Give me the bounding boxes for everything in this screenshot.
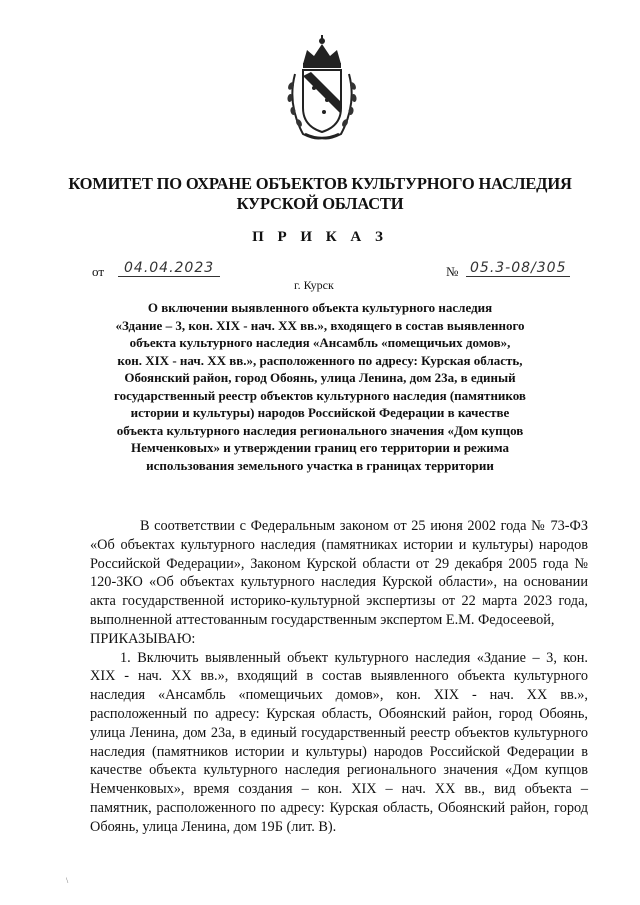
title-line: «Здание – 3, кон. XIX - нач. XX вв.», входящего в состав выявленного	[115, 317, 525, 333]
title-line: О включении выявленного объекта культурного наследия	[147, 300, 493, 315]
date-label: от	[92, 264, 105, 279]
issuer-name	[40, 174, 600, 214]
document-type: П Р И К А З	[252, 229, 388, 245]
document-title	[90, 299, 550, 474]
title-line: истории и культуры) народов Российской Федерации в качестве	[130, 405, 510, 420]
title-line: кон. XIX - нач. XX вв.», расположенного по адресу: Курская область,	[117, 352, 523, 368]
title-line: Немченковых» и утверждении границ его территории и режима	[130, 440, 510, 455]
document-body	[90, 517, 588, 837]
coat-of-arms-icon	[281, 34, 363, 144]
order-item-1: 1. Включить выявленный объект культурного наследия «Здание – 3, кон. XIX - нач. XX вв.», входящий в состав выявленного объекта культурного наследия «Ансамбль «помещичьих домов», кон. XIX - нач. XX вв.», расположенный по адресу: Курская область, Обоянский район, город Обоянь, улица Ленина, дом 23а, в единый государственный реестр объектов культурного наследия (памятников истории и культуры) народов Российской Федерации в качестве объекта культурного наследия регионального значения «Дом купцов Немченковых», время создания – кон. XIX – нач. XX вв., вид объекта – памятник, расположенного по адресу: Курская область, Обоянский район, город Обоянь, улица Ленина, дом 19Б (лит. В).	[90, 649, 588, 835]
title-line: использования земельного участка в границах территории	[146, 457, 494, 473]
title-line: Обоянский район, город Обоянь, улица Ленина, дом 23а, в единый	[124, 370, 516, 385]
order-word: ПРИКАЗЫВАЮ:	[90, 630, 196, 647]
title-line: государственный реестр объектов культурного наследия (памятников	[114, 387, 526, 403]
date-value: 04.04.2023	[118, 260, 220, 277]
title-line: объекта культурного наследия регионального значения «Дом купцов	[116, 422, 524, 438]
number-value: 05.3-08/305	[466, 260, 570, 277]
issuer-line-2: КУРСКОЙ ОБЛАСТИ	[236, 194, 404, 213]
margin-mark: \	[66, 876, 69, 885]
number-label: №	[446, 264, 459, 279]
preamble-paragraph: В соответствии с Федеральным законом от 25 июня 2002 года № 73-ФЗ «Об объектах культурного наследия (памятниках истории и культуры) народов Российской Федерации», Законом Курской области от 29 декабря 2005 года № 120-ЗКО «Об объектах культурного наследия Курской области», на основании акта государственной историко-культурной экспертизы от 22 марта 2023 года, выполненной аттестованным государственным экспертом Е.М. Федосеевой,	[90, 518, 588, 628]
title-line: объекта культурного наследия «Ансамбль «помещичьих домов»,	[129, 335, 511, 350]
issuer-line-1: КОМИТЕТ ПО ОХРАНЕ ОБЪЕКТОВ КУЛЬТУРНОГО НАСЛЕДИЯ	[68, 174, 572, 193]
city: г. Курск	[294, 278, 334, 292]
